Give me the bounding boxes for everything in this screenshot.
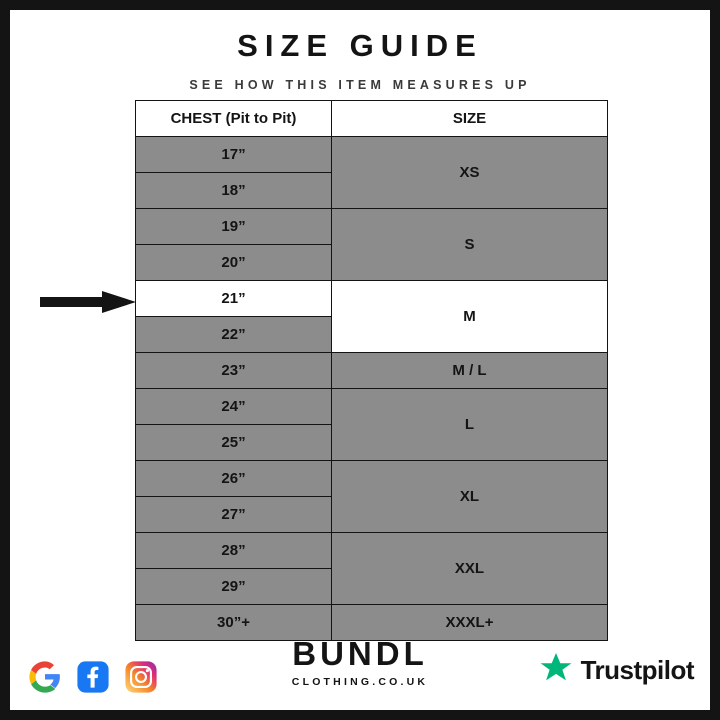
size-table [135,100,608,641]
chest-value-selected: 21” [136,281,332,317]
size-value: XXL [332,533,608,605]
size-value-selected: M [332,281,608,353]
column-header-size: SIZE [332,101,608,137]
table-row [136,209,608,245]
column-header-chest: CHEST (Pit to Pit) [136,101,332,137]
page-subtitle: SEE HOW THIS ITEM MEASURES UP [189,78,531,92]
right-arrow-icon [40,291,136,313]
brand-name: BUNDL [292,635,428,672]
table-row [136,533,608,569]
trustpilot-label: Trustpilot [580,655,694,685]
chest-value: 28” [136,533,332,569]
size-value: XS [332,137,608,209]
size-value: L [332,389,608,461]
chest-value: 25” [136,425,332,461]
size-value: XL [332,461,608,533]
trustpilot-badge [539,651,694,690]
table-row [136,353,608,389]
chest-value: 17” [136,137,332,173]
table-row [136,137,608,173]
table-row [136,461,608,497]
trustpilot-star-icon [539,651,573,690]
chest-value: 18” [136,173,332,209]
chest-value: 27” [136,497,332,533]
page-title: SIZE GUIDE [237,28,483,63]
chest-value: 20” [136,245,332,281]
size-table-container [135,100,605,641]
chest-value: 30”+ [136,605,332,641]
chest-value: 22” [136,317,332,353]
card-inner [10,10,710,710]
size-value: S [332,209,608,281]
chest-value: 19” [136,209,332,245]
chest-value: 24” [136,389,332,425]
footer [10,632,710,702]
chest-value: 26” [136,461,332,497]
size-value: XXXL+ [332,605,608,641]
table-header-row [136,101,608,137]
table-row-highlighted [136,281,608,317]
chest-value: 23” [136,353,332,389]
table-row [136,389,608,425]
brand-url: CLOTHING.CO.UK [291,676,429,688]
chest-value: 29” [136,569,332,605]
size-value: M / L [332,353,608,389]
